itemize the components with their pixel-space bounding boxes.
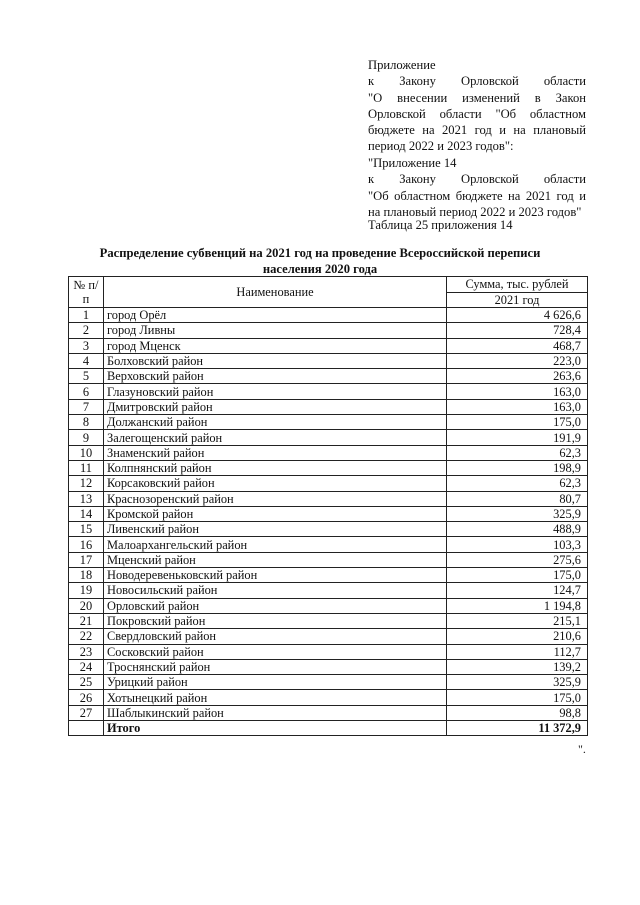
total-sum: 11 372,9 (447, 721, 588, 736)
row-sum: 62,3 (447, 476, 588, 491)
row-name: Свердловский район (104, 629, 447, 644)
row-name: Верховский район (104, 369, 447, 384)
total-number-cell (69, 721, 104, 736)
row-name: Урицкий район (104, 675, 447, 690)
row-name: Должанский район (104, 415, 447, 430)
table-row (69, 705, 588, 720)
total-label: Итого (104, 721, 447, 736)
annex14-header (368, 155, 586, 220)
row-name: Ливенский район (104, 522, 447, 537)
row-sum: 98,8 (447, 705, 588, 720)
row-number: 3 (69, 338, 104, 353)
row-sum: 112,7 (447, 644, 588, 659)
row-name: Троснянский район (104, 659, 447, 674)
annex-label: Приложение (368, 58, 436, 72)
row-name: Новосильский район (104, 583, 447, 598)
row-name: Хотынецкий район (104, 690, 447, 705)
row-number: 24 (69, 659, 104, 674)
row-name: Краснозоренский район (104, 491, 447, 506)
row-sum: 163,0 (447, 399, 588, 414)
table-row (69, 476, 588, 491)
row-sum: 4 626,6 (447, 308, 588, 323)
row-sum: 198,9 (447, 460, 588, 475)
row-sum: 175,0 (447, 415, 588, 430)
table-row (69, 690, 588, 705)
row-name: город Орёл (104, 308, 447, 323)
row-number: 12 (69, 476, 104, 491)
column-header-name: Наименование (104, 277, 447, 308)
row-number: 27 (69, 705, 104, 720)
row-name: город Ливны (104, 323, 447, 338)
row-sum: 124,7 (447, 583, 588, 598)
row-sum: 103,3 (447, 537, 588, 552)
row-name: город Мценск (104, 338, 447, 353)
row-number: 4 (69, 353, 104, 368)
row-number: 25 (69, 675, 104, 690)
row-number: 9 (69, 430, 104, 445)
row-sum: 175,0 (447, 568, 588, 583)
row-number: 15 (69, 522, 104, 537)
row-name: Сосковский район (104, 644, 447, 659)
row-number: 18 (69, 568, 104, 583)
row-name: Колпнянский район (104, 460, 447, 475)
row-number: 22 (69, 629, 104, 644)
row-name: Мценский район (104, 552, 447, 567)
column-header-number: № п/п (69, 277, 104, 308)
row-sum: 80,7 (447, 491, 588, 506)
row-sum: 215,1 (447, 613, 588, 628)
row-sum: 139,2 (447, 659, 588, 674)
annex14-label: "Приложение 14 (368, 156, 457, 170)
row-sum: 728,4 (447, 323, 588, 338)
table-row (69, 644, 588, 659)
row-number: 5 (69, 369, 104, 384)
row-number: 21 (69, 613, 104, 628)
table-row (69, 552, 588, 567)
table-row (69, 506, 588, 521)
row-sum: 325,9 (447, 675, 588, 690)
table-row (69, 675, 588, 690)
table-row (69, 629, 588, 644)
row-name: Корсаковский район (104, 476, 447, 491)
table-row (69, 613, 588, 628)
row-name: Шаблыкинский район (104, 705, 447, 720)
total-row (69, 721, 588, 736)
annex14-law-line: к Закону Орловской области (368, 172, 586, 187)
column-header-sum: Сумма, тыс. рублей (447, 277, 588, 293)
table-row (69, 338, 588, 353)
subsidy-table (68, 276, 588, 736)
table-row (69, 491, 588, 506)
row-number: 1 (69, 308, 104, 323)
row-sum: 263,6 (447, 369, 588, 384)
row-sum: 163,0 (447, 384, 588, 399)
row-number: 26 (69, 690, 104, 705)
annex-law-title: "О внесении изменений в Закон Орловской области "Об областном бюджете на 2021 год и на плановый период 2022 и 2023 годов": (368, 90, 586, 154)
row-sum: 275,6 (447, 552, 588, 567)
table-reference: Таблица 25 приложения 14 (368, 218, 513, 232)
row-number: 2 (69, 323, 104, 338)
row-sum: 191,9 (447, 430, 588, 445)
row-name: Дмитровский район (104, 399, 447, 414)
table-body (69, 308, 588, 721)
table-row (69, 460, 588, 475)
document-title: Распределение субвенций на 2021 год на проведение Всероссийской переписи населения 2020 года (99, 246, 541, 276)
row-number: 17 (69, 552, 104, 567)
row-number: 6 (69, 384, 104, 399)
row-sum: 62,3 (447, 445, 588, 460)
row-name: Залегощенский район (104, 430, 447, 445)
table-row (69, 659, 588, 674)
annex14-law-title: "Об областном бюджете на 2021 год и на плановый период 2022 и 2023 годов" (368, 188, 586, 219)
table-row (69, 568, 588, 583)
row-name: Кромской район (104, 506, 447, 521)
table-row (69, 598, 588, 613)
row-sum: 1 194,8 (447, 598, 588, 613)
row-number: 8 (69, 415, 104, 430)
row-name: Малоархангельский район (104, 537, 447, 552)
row-number: 16 (69, 537, 104, 552)
row-number: 23 (69, 644, 104, 659)
annex-header (368, 57, 586, 155)
row-name: Орловский район (104, 598, 447, 613)
row-number: 7 (69, 399, 104, 414)
row-name: Новодеревеньковский район (104, 568, 447, 583)
table-row (69, 430, 588, 445)
row-number: 19 (69, 583, 104, 598)
row-sum: 223,0 (447, 353, 588, 368)
row-sum: 468,7 (447, 338, 588, 353)
row-sum: 210,6 (447, 629, 588, 644)
table-row (69, 323, 588, 338)
row-sum: 325,9 (447, 506, 588, 521)
table-row (69, 522, 588, 537)
table-row (69, 399, 588, 414)
row-number: 13 (69, 491, 104, 506)
closing-quote-mark: ". (578, 742, 586, 756)
table-row (69, 415, 588, 430)
row-number: 11 (69, 460, 104, 475)
annex-law-line: к Закону Орловской области (368, 74, 586, 89)
table-row (69, 445, 588, 460)
column-header-year: 2021 год (447, 292, 588, 308)
table-row (69, 369, 588, 384)
row-name: Глазуновский район (104, 384, 447, 399)
row-number: 20 (69, 598, 104, 613)
table-row (69, 353, 588, 368)
row-sum: 488,9 (447, 522, 588, 537)
table-row (69, 537, 588, 552)
table-row (69, 384, 588, 399)
row-name: Болховский район (104, 353, 447, 368)
row-number: 10 (69, 445, 104, 460)
row-name: Покровский район (104, 613, 447, 628)
table-row (69, 308, 588, 323)
row-number: 14 (69, 506, 104, 521)
row-name: Знаменский район (104, 445, 447, 460)
table-row (69, 583, 588, 598)
row-sum: 175,0 (447, 690, 588, 705)
